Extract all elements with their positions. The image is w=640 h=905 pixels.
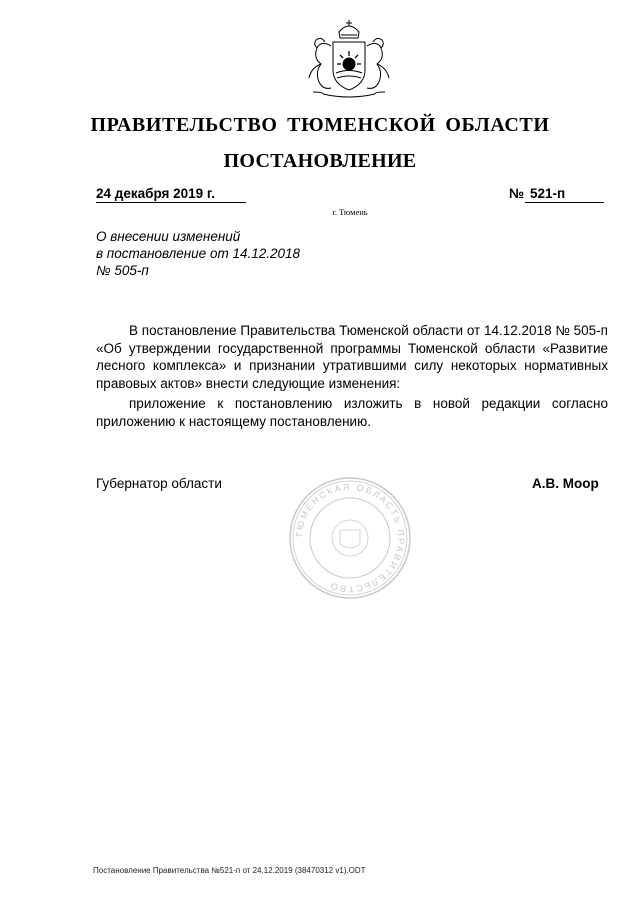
subject-line: № 505-п — [96, 263, 149, 278]
signatory-name: А.В. Моор — [532, 476, 599, 491]
document-subject — [96, 228, 356, 279]
document-number-label: № — [509, 186, 525, 201]
official-seal-icon — [288, 476, 412, 600]
body-paragraph: приложение к постановлению изложить в новой редакции согласно приложению к настоящему постановлению. — [96, 396, 608, 429]
document-date: 24 декабря 2019 г. — [96, 186, 246, 203]
signatory-role: Губернатор области — [96, 476, 222, 491]
document-number: 521-п — [525, 186, 604, 203]
svg-text:ТЮМЕНСКАЯ ОБЛАСТЬ ПРАВИТЕЛЬСТВ — [294, 482, 406, 594]
document-kind-title: ПОСТАНОВЛЕНИЕ — [223, 150, 417, 172]
footer-file-reference: Постановление Правительства №521-п от 24.12.2019 (38470312 v1).ODT — [93, 866, 366, 875]
subject-line: О внесении изменений — [96, 229, 241, 244]
seal-text: ТЮМЕНСКАЯ ОБЛАСТЬ ПРАВИТЕЛЬСТВО — [293, 481, 407, 595]
city-label: г. Тюмень — [332, 207, 368, 217]
tyumen-coat-of-arms-icon — [303, 18, 395, 100]
body-paragraph: В постановление Правительства Тюменской области от 14.12.2018 № 505-п «Об утверждении государственной программы Тюменской области «Развитие лесного комплекса» и признании утратившими силу некоторых нормативных правовых актов» внести следующие изменения: — [96, 323, 608, 391]
subject-line: в постановление от 14.12.2018 — [96, 246, 301, 261]
government-title: ПРАВИТЕЛЬСТВО ТЮМЕНСКОЙ ОБЛАСТИ — [90, 114, 550, 136]
